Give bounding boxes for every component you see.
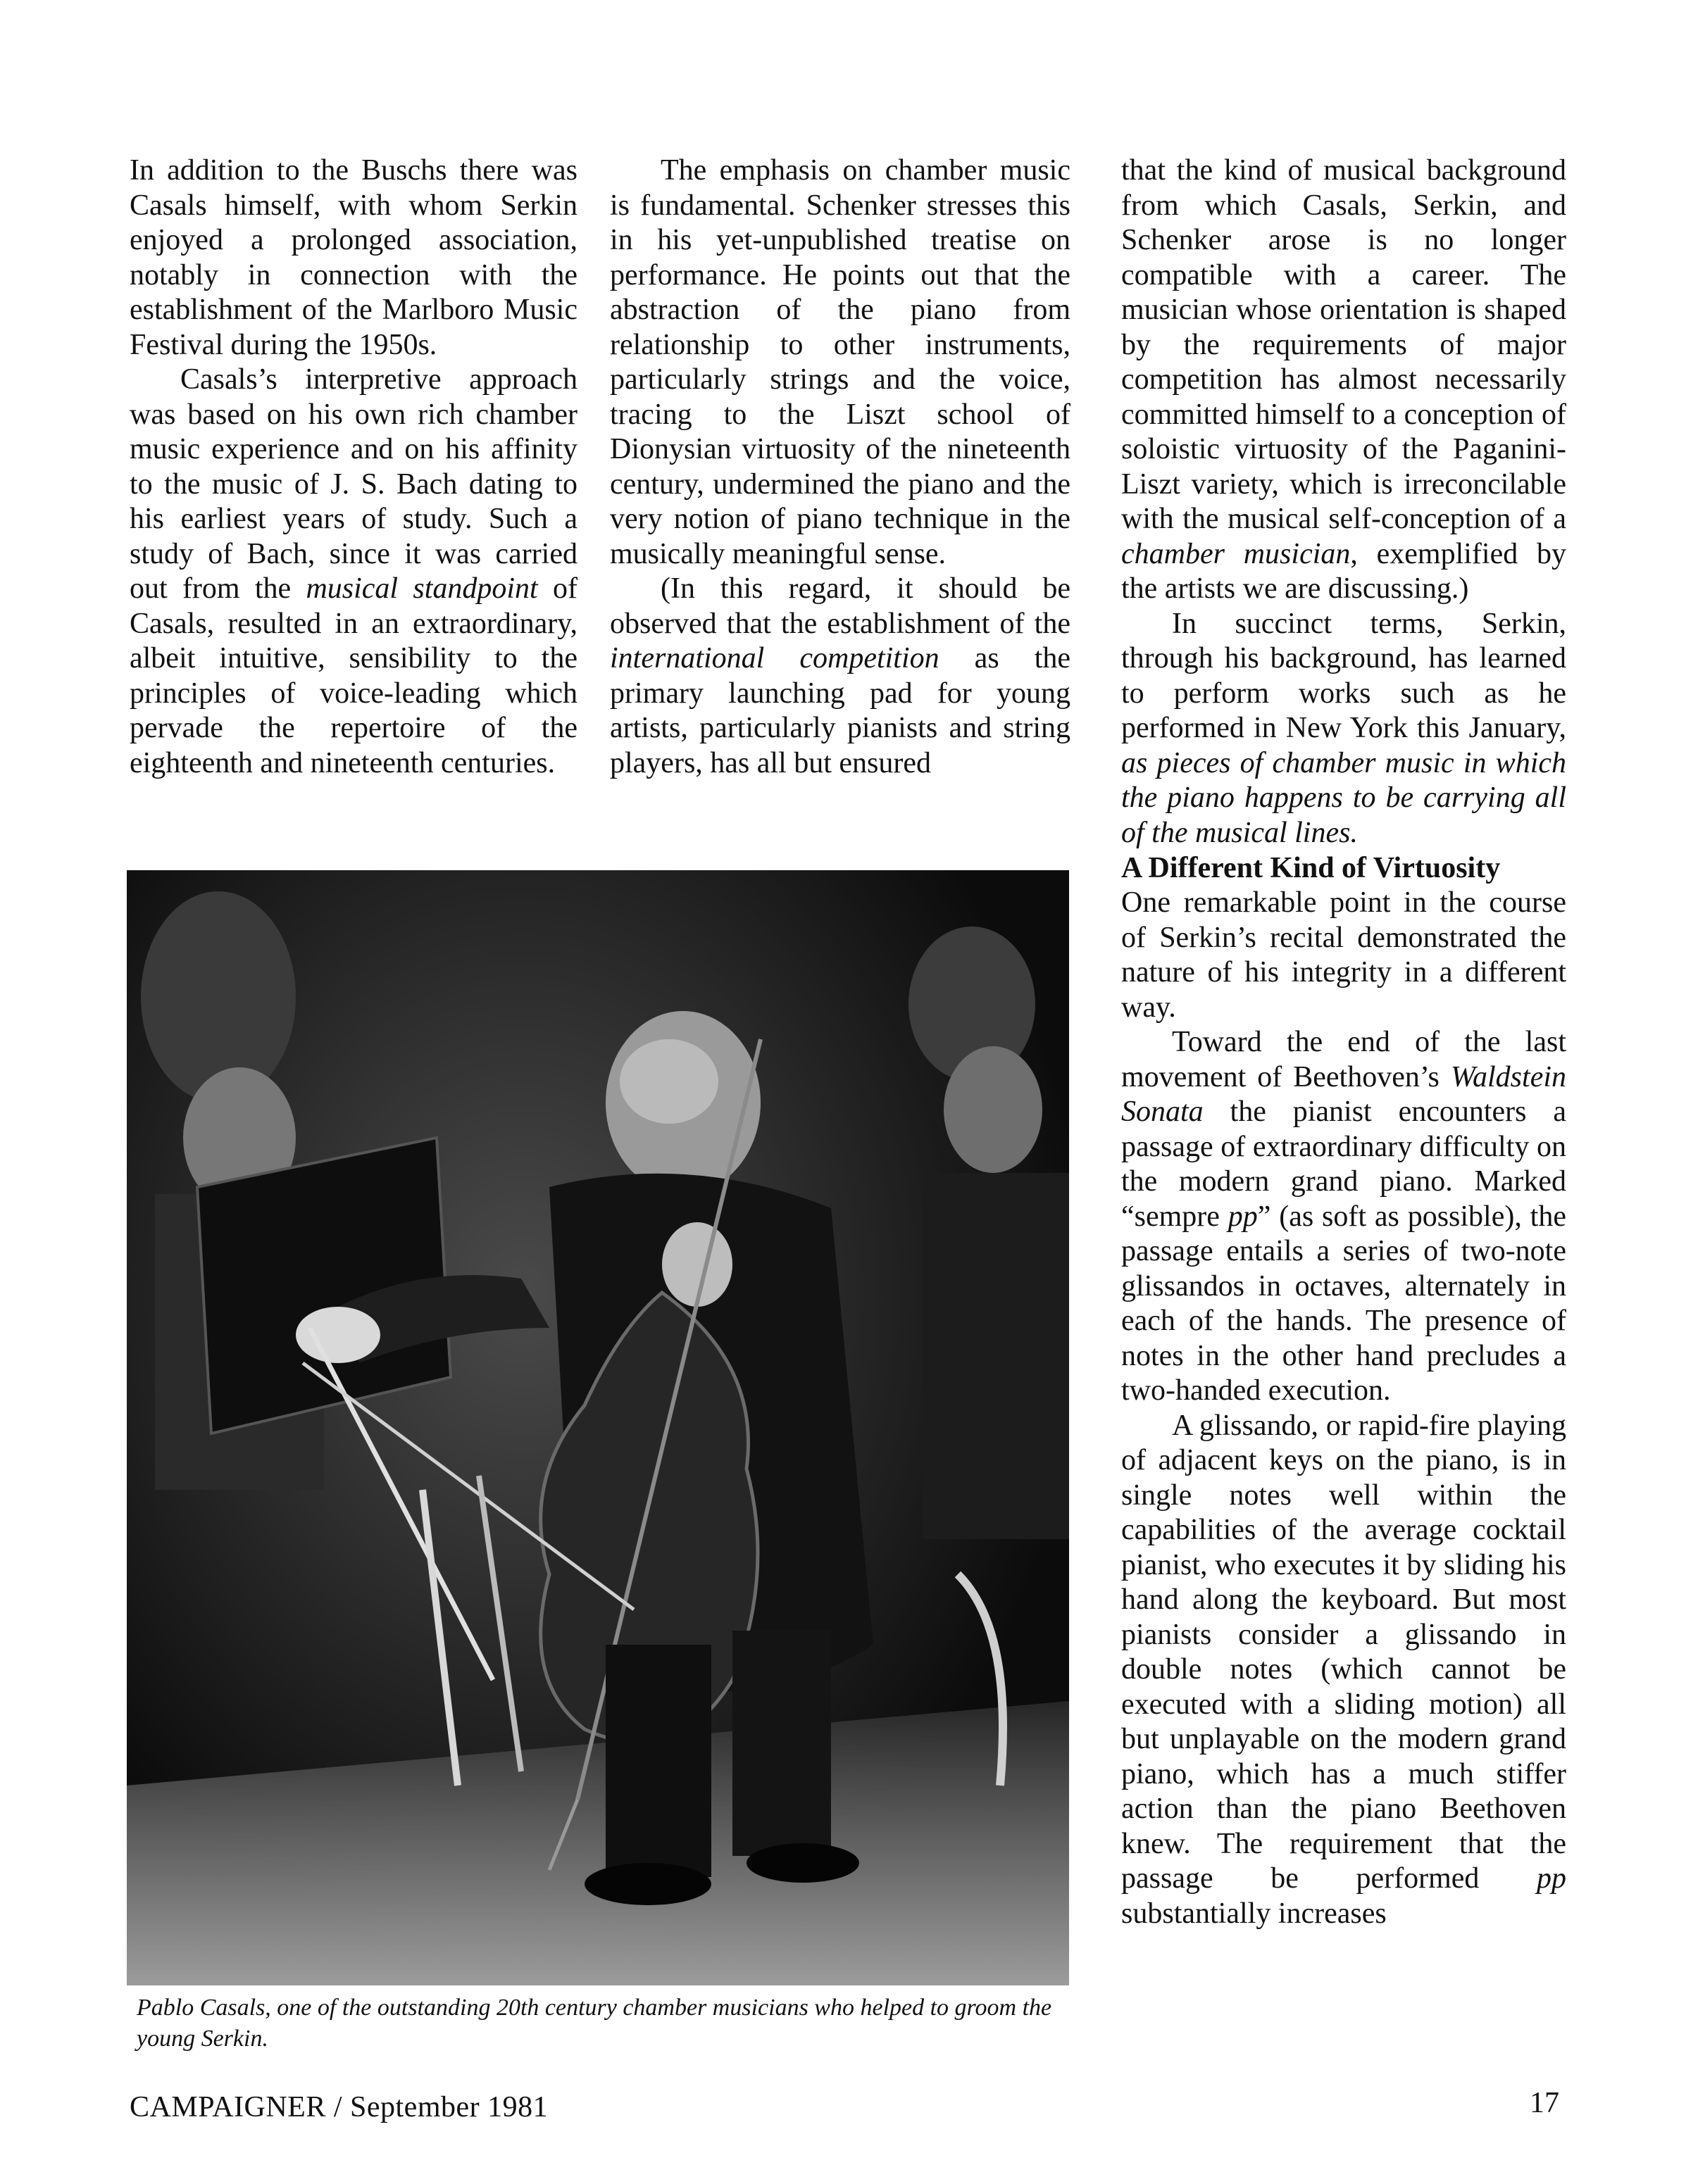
emphasis: Waldstein Sonata [1121, 1060, 1566, 1128]
text-run: In succinct terms, Serkin, through his background, has learned to perform works such as he performed in New York this January, [1121, 607, 1566, 744]
text-run: , exemplified by the artists we are discussing.) [1121, 537, 1566, 605]
paragraph [610, 572, 1070, 781]
cellist-photo-illustration [127, 870, 1069, 1985]
paragraph: The emphasis on chamber music is fundamental. Schenker stresses this in his yet-unpublished treatise on performance. He points out that the abstraction of the piano from relationship to other instruments, particularly strings and the voice, tracing to the Liszt school of Dionysian virtuosity of the nineteenth century, undermined the piano and the very notion of piano technique in the musically meaningful sense. [610, 154, 1070, 570]
publication-footer: CAMPAIGNER / September 1981 [130, 2091, 549, 2123]
paragraph [1121, 153, 1566, 607]
text-run: of Casals, resulted in an extraordinary, albeit intuitive, sensibility to the principles of voice-leading which pervade the repertoire of the eighteenth and nineteenth centuries. [130, 572, 577, 779]
paragraph [1121, 1409, 1566, 1932]
emphasis: chamber musician [1121, 537, 1351, 570]
text-run: (In this regard, it should be observed that the establishment of the [610, 572, 1070, 640]
text-run: as the primary launching pad for young artists, particularly pianists and string players, has all but ensured [610, 642, 1071, 779]
text-run: Toward the end of the last movement of Beethoven’s [1121, 1026, 1566, 1093]
emphasis: pp [1228, 1200, 1258, 1233]
cellist-photo [127, 870, 1069, 1985]
emphasis: international competition [610, 642, 939, 674]
emphasis: as pieces of chamber music in which the piano happens to be carrying all of the musical lines. [1121, 746, 1566, 849]
text-run: Casals’s interpretive approach was based on his own rich chamber music experience and on his affinity to the music of J. S. Bach dating to his earliest years of study. Such a study of Bach, since it was carried out from the [130, 363, 577, 605]
text-run: substantially increases [1121, 1897, 1387, 1930]
text-run: the pianist encounters a passage of extraordinary difficulty on the modern grand piano. Marked “sempre [1121, 1096, 1566, 1233]
text-run: that the kind of musical background from which Casals, Serkin, and Schenker arose is no longer compatible with a career. The musician whose orientation is shaped by the requirements of major competition has almost necessarily committed himself to a conception of soloistic virtuosity of the Paganini-Liszt variety, which is irreconcilable with the musical self-conception of a [1121, 154, 1566, 535]
text-run: A glissando, or rapid-fire playing of adjacent keys on the piano, is in single notes well within the capabilities of the average cocktail pianist, who executes it by sliding his hand along the keyboard. But most pianists consider a glissando in double notes (which cannot be executed with a sliding motion) all but unplayable on the modern grand piano, which has a much stiffer action than the piano Beethoven knew. The requirement that the passage be performed [1121, 1409, 1566, 1895]
text-column-3 [1121, 153, 1566, 1931]
section-heading: A Different Kind of Virtuosity [1121, 852, 1501, 884]
paragraph: In addition to the Buschs there was Casals himself, with whom Serkin enjoyed a prolonged association, notably in connection with the establishment of the Marlboro Music Festival during the 1950s. [130, 154, 577, 361]
text-column-1 [130, 153, 577, 781]
emphasis: pp [1537, 1862, 1566, 1895]
text-run: ” (as soft as possible), the passage entails a series of two-note glissandos in octaves, alternately in each of the hands. The presence of notes in the other hand precludes a two-handed execution. [1121, 1200, 1566, 1407]
text-column-2 [610, 153, 1070, 781]
emphasis: musical standpoint [306, 572, 538, 605]
paragraph [1121, 607, 1566, 851]
paragraph [130, 363, 577, 781]
photo-caption: Pablo Casals, one of the outstanding 20th century chamber musicians who helped to groom the young Serkin. [137, 1995, 1052, 2052]
paragraph [1121, 1025, 1566, 1409]
page-number: 17 [1530, 2087, 1559, 2119]
paragraph: One remarkable point in the course of Serkin’s recital demonstrated the nature of his integrity in a different way. [1121, 886, 1566, 1024]
